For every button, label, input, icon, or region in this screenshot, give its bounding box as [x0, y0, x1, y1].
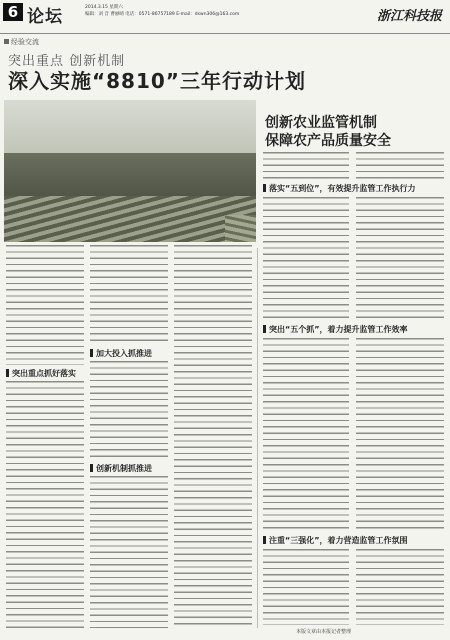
article2-col1-a [263, 197, 349, 320]
newspaper-logo: 浙江科技报 [376, 9, 442, 24]
article2-title-line2: 保障农产品质量安全 [265, 133, 391, 149]
article2-col2-b [356, 338, 444, 531]
headline-title: 深入实施“8810”三年行动计划 [8, 69, 306, 93]
issue-date: 2014.3.15 星期六 [85, 5, 123, 10]
subhead-3: 创新机制抓推进 [90, 463, 152, 474]
article1-col2-bottom [90, 476, 168, 628]
article2-col2-top [356, 152, 444, 180]
page-header [0, 0, 450, 34]
subhead-1: 突出重点抓好落实 [6, 368, 76, 379]
kicker-square-icon [4, 39, 9, 44]
subhead-6: 注重“三强化”，着力营造监管工作氛围 [263, 535, 408, 546]
article2-col1-top [263, 152, 349, 180]
subhead-bar-icon [263, 325, 266, 333]
article2-col2-c [356, 549, 444, 625]
subhead-bar-icon [263, 536, 266, 544]
article2-col2-a [356, 197, 444, 320]
headline-subtitle: 突出重点 创新机制 [8, 54, 126, 69]
section-title: 论坛 [27, 7, 63, 27]
kicker-label: 经验交流 [11, 38, 39, 46]
article1-col2-mid [90, 361, 168, 459]
footer-note: 本版文章由本报记者整理 [296, 629, 352, 635]
subhead-bar-icon [90, 349, 93, 357]
subhead-5: 突出“五个抓”，着力提升监管工作效率 [263, 324, 408, 335]
article2-title-line1: 创新农业监管机制 [265, 115, 377, 131]
article1-col3 [174, 245, 252, 628]
subhead-bar-icon [90, 464, 93, 472]
article1-col1-bottom [6, 381, 84, 629]
header-meta [85, 4, 239, 18]
page-number: 6 [3, 3, 23, 21]
subhead-bar-icon [6, 369, 9, 377]
subhead-2: 加大投入抓推进 [90, 348, 152, 359]
article2-col1-c [263, 549, 349, 625]
article1-col2-top [90, 245, 168, 343]
article1-col1-top [6, 245, 84, 365]
editor-contact: 编辑：刘 音 曹丽晴 电话：0571-86757189 E-mail：dswn306@163.com [85, 12, 240, 17]
subhead-4: 落实“五到位”，有效提升监管工作执行力 [263, 183, 416, 194]
kicker [4, 37, 39, 47]
subhead-bar-icon [263, 184, 266, 192]
article2-col1-b [263, 338, 349, 531]
